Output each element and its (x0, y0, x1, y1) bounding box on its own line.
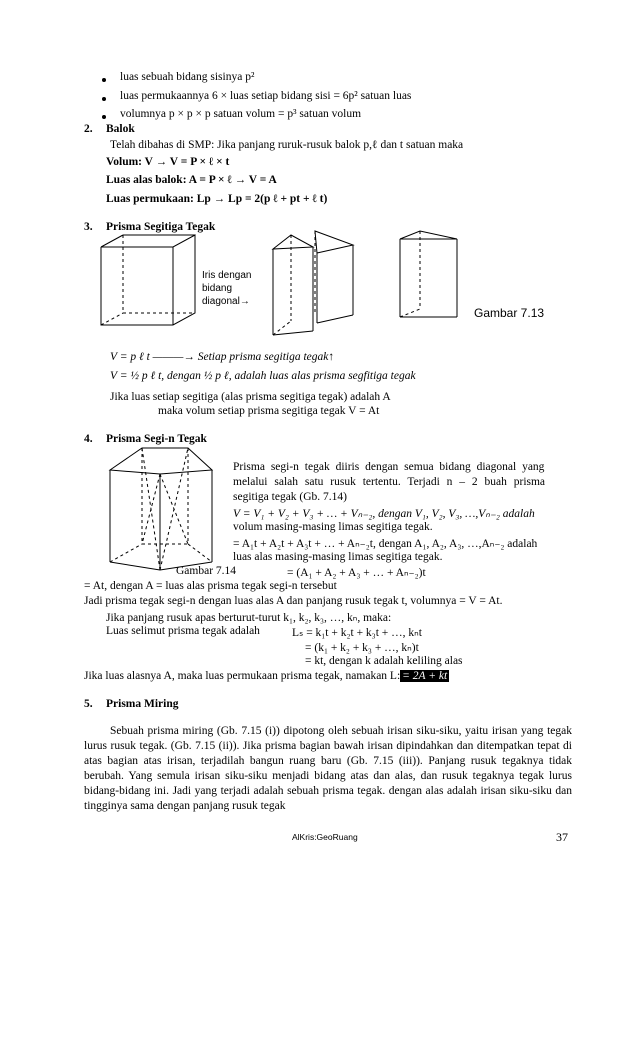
section-number: 4. (84, 433, 93, 445)
segi-n-line-1: Prisma segi-n tegak diiris dengan semua bidang diagonal yang (233, 461, 545, 473)
segi-n-jika-line: Jika panjang rusuk apas berturut-turut k₁, k₂, k₃, …, kₙ, maka: (106, 612, 392, 624)
section-number: 2. (84, 123, 93, 135)
segi-n-line-4: V = V₁ + V₂ + V₃ + … + Vₙ₋₂, dengan V₁, V₂, V₃, …,Vₙ₋₂ adalah (233, 508, 535, 520)
formula-prisma-1: V = p ℓ t ———→ Setiap prisma segitiga tegak↑ (110, 351, 335, 363)
note-prisma-1: Jika luas setiap segitiga (alas prisma segitiga tegak) adalah A (110, 391, 391, 403)
section-heading-balok: Balok (106, 123, 135, 135)
cube-bullet-3: volumnya p × p × p satuan volum = p³ satuan volum (120, 108, 362, 120)
segi-n-line-6: = A₁t + A₂t + A₃t + … + Aₙ₋₂t, dengan A₁, A₂, A₃, …,Aₙ₋₂ adalah (233, 538, 538, 550)
figure-caption-7-14: Gambar 7.14 (176, 565, 237, 577)
segi-n-line-7: luas alas masing-masing limas segitiga tegak. (233, 551, 443, 563)
segi-n-gambar-formula: = (A₁ + A₂ + A₃ + … + Aₙ₋₂)t (287, 567, 426, 579)
section-heading-prisma-segi-n: Prisma Segi-n Tegak (106, 433, 207, 445)
bullet-dot (102, 115, 106, 119)
footer-center: AlKris:GeoRuang (292, 832, 358, 842)
segi-n-line-3: segitiga tegak (Gb. 7.14) (233, 491, 348, 503)
selimut-formula-3: = kt, dengan k adalah keliling alas (305, 655, 463, 667)
luas-permukaan-text: Jika luas alasnya A, maka luas permukaan prisma tegak, namakan L: (84, 670, 401, 682)
segi-n-line-2: melalui salah satu rusuk tertentu. Terjadi n – 2 buah prisma (233, 476, 546, 488)
bullet-dot (102, 78, 106, 82)
segi-n-jadi-line: Jadi prisma tegak segi-n dengan luas alas A dan panjang rusuk tegak t, volumnya = V = At. (84, 595, 503, 607)
note-prisma-2: maka volum setiap prisma segitiga tegak V = At (158, 405, 380, 417)
selimut-label: Luas selimut prisma tegak adalah (106, 625, 260, 637)
iris-label-1: Iris dengan (202, 270, 252, 281)
iris-label-3: diagonal→ (202, 296, 250, 307)
balok-luas-alas: Luas alas balok: A = P × ℓ → V = A (106, 174, 277, 186)
balok-luas-permukaan: Luas permukaan: Lp → Lp = 2(p ℓ + pt + ℓ t) (106, 193, 328, 205)
luas-permukaan-line (84, 670, 449, 682)
figure-7-13 (95, 225, 565, 345)
segi-n-line-5: volum masing-masing limas segitiga tegak. (233, 521, 433, 533)
balok-intro: Telah dibahas di SMP: Jika panjang ruruk-rusuk balok p,ℓ dan t satuan maka (110, 139, 464, 151)
prisma-miring-paragraph: Sebuah prisma miring (Gb. 7.15 (i)) dipotong oleh sebuah irisan siku-siku, yaitu irisan yang tegak lurus rusuk tegak. (Gb. 7.15 (ii)). Jika prisma bagian bawah irisan dipindahkan dan ditempatkan tepat di atas bagian atas irisan, terjadilah bangun ruang baru (Gb. 7.15 (iii)). Panjang rusuk tegaknya tidak berubah. Yang semula irisan siku-siku menjadi bidang atas dan alas, dan rusuk tegaknya tegak lurus bidang-bidang ini. Jadi yang terjadi adalah sebuah prisma tegak. dengan alas adalah irisan siku-siku dan tingginya sama dengan panjang rusuk tegak (84, 725, 572, 812)
selimut-formula-2: = (k₁ + k₂ + k₃ + …, kₙ)t (305, 642, 419, 654)
section-number: 3. (84, 221, 93, 233)
iris-label-2: bidang (202, 283, 233, 294)
section-number: 5. (84, 698, 93, 710)
luas-permukaan-highlight: = 2A + kt (402, 670, 448, 682)
bullet-dot (102, 97, 106, 101)
cube-bullet-1: luas sebuah bidang sisinya p² (120, 71, 255, 83)
selimut-formula-1: Lₛ = k₁t + k₂t + k₃t + …, kₙt (292, 627, 422, 639)
figure-7-14 (100, 440, 225, 580)
segi-n-at-line: = At, dengan A = luas alas prisma tegak segi-n tersebut (84, 580, 337, 592)
balok-volum: Volum: V → V = P × ℓ × t (106, 156, 230, 168)
page-number: 37 (556, 830, 568, 844)
figure-caption-7-13: Gambar 7.13 (474, 306, 545, 320)
section-heading-prisma-miring: Prisma Miring (106, 698, 179, 710)
cube-bullet-2: luas permukaannya 6 × luas setiap bidang sisi = 6p² satuan luas (120, 90, 412, 102)
formula-prisma-2: V = ½ p ℓ t, dengan ½ p ℓ, adalah luas alas prisma segfitiga tegak (110, 370, 416, 382)
section-heading-prisma-segitiga: Prisma Segitiga Tegak (106, 221, 216, 233)
